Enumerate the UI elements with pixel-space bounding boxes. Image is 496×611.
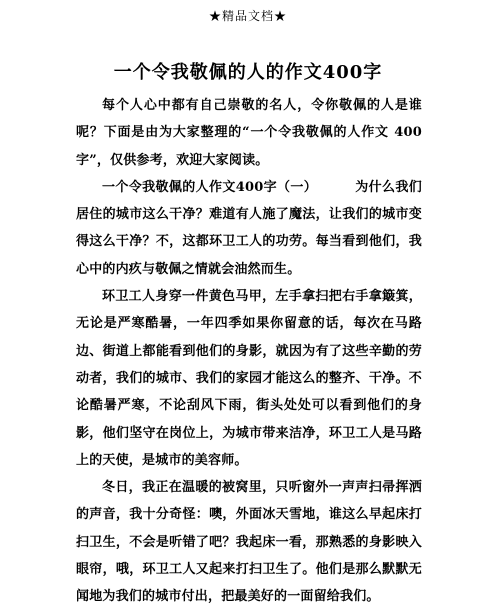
document-body (76, 92, 422, 611)
header-mark: ★精品文档★ (208, 9, 287, 23)
paragraph-section-one (76, 174, 422, 283)
document-title: 一个令我敬佩的人的作文400字 (113, 62, 383, 83)
section-heading: 一个令我敬佩的人作文400字（一） (102, 179, 318, 195)
paragraph-text: 环卫工人身穿一件黄色马甲，左手拿扫把右手拿簸箕，无论是严寒酷暑，一年四季如果你留意的话，每次在马路边、街道上都能看到他们的身影，就因为有了这些辛勤的劳动者，我们的城市、我们的家园才能这么的整齐、干净。不论酷暑严寒，不论刮风下雨，街头处处可以看到他们的身影，他们坚守在岗位上，为城市带来洁净，环卫工人是马路上的天使，是城市的美容师。 (76, 289, 422, 468)
paragraph-text: 为什么我们居住的城市这么干净？难道有人施了魔法，让我们的城市变得这么干净？不，这都环卫工人的功劳。每当看到他们，我心中的内疚与敬佩之情就会油然而生。 (76, 179, 422, 277)
paragraph-intro (76, 92, 422, 174)
paragraph-winter (76, 474, 422, 610)
paragraph-text: 每个人心中都有自己崇敬的名人，令你敬佩的人是谁呢？下面是由为大家整理的“一个令我敬佩的人作文 400字”，仅供参考，欢迎大家阅读。 (76, 98, 422, 168)
paragraph-text: 冬日，我正在温暖的被窝里，只听窗外一声声扫帚挥洒的声音，我十分奇怪：噢，外面冰天雪地，谁这么早起床打扫卫生，不会是听错了吧？我起床一看，那熟悉的身影映入眼帘，哦，环卫工人又起来打扫卫生了。他们是那么默默无闻地为我们的城市付出，把最美好的一面留给我们。 (76, 480, 422, 605)
paragraph-workers (76, 283, 422, 474)
